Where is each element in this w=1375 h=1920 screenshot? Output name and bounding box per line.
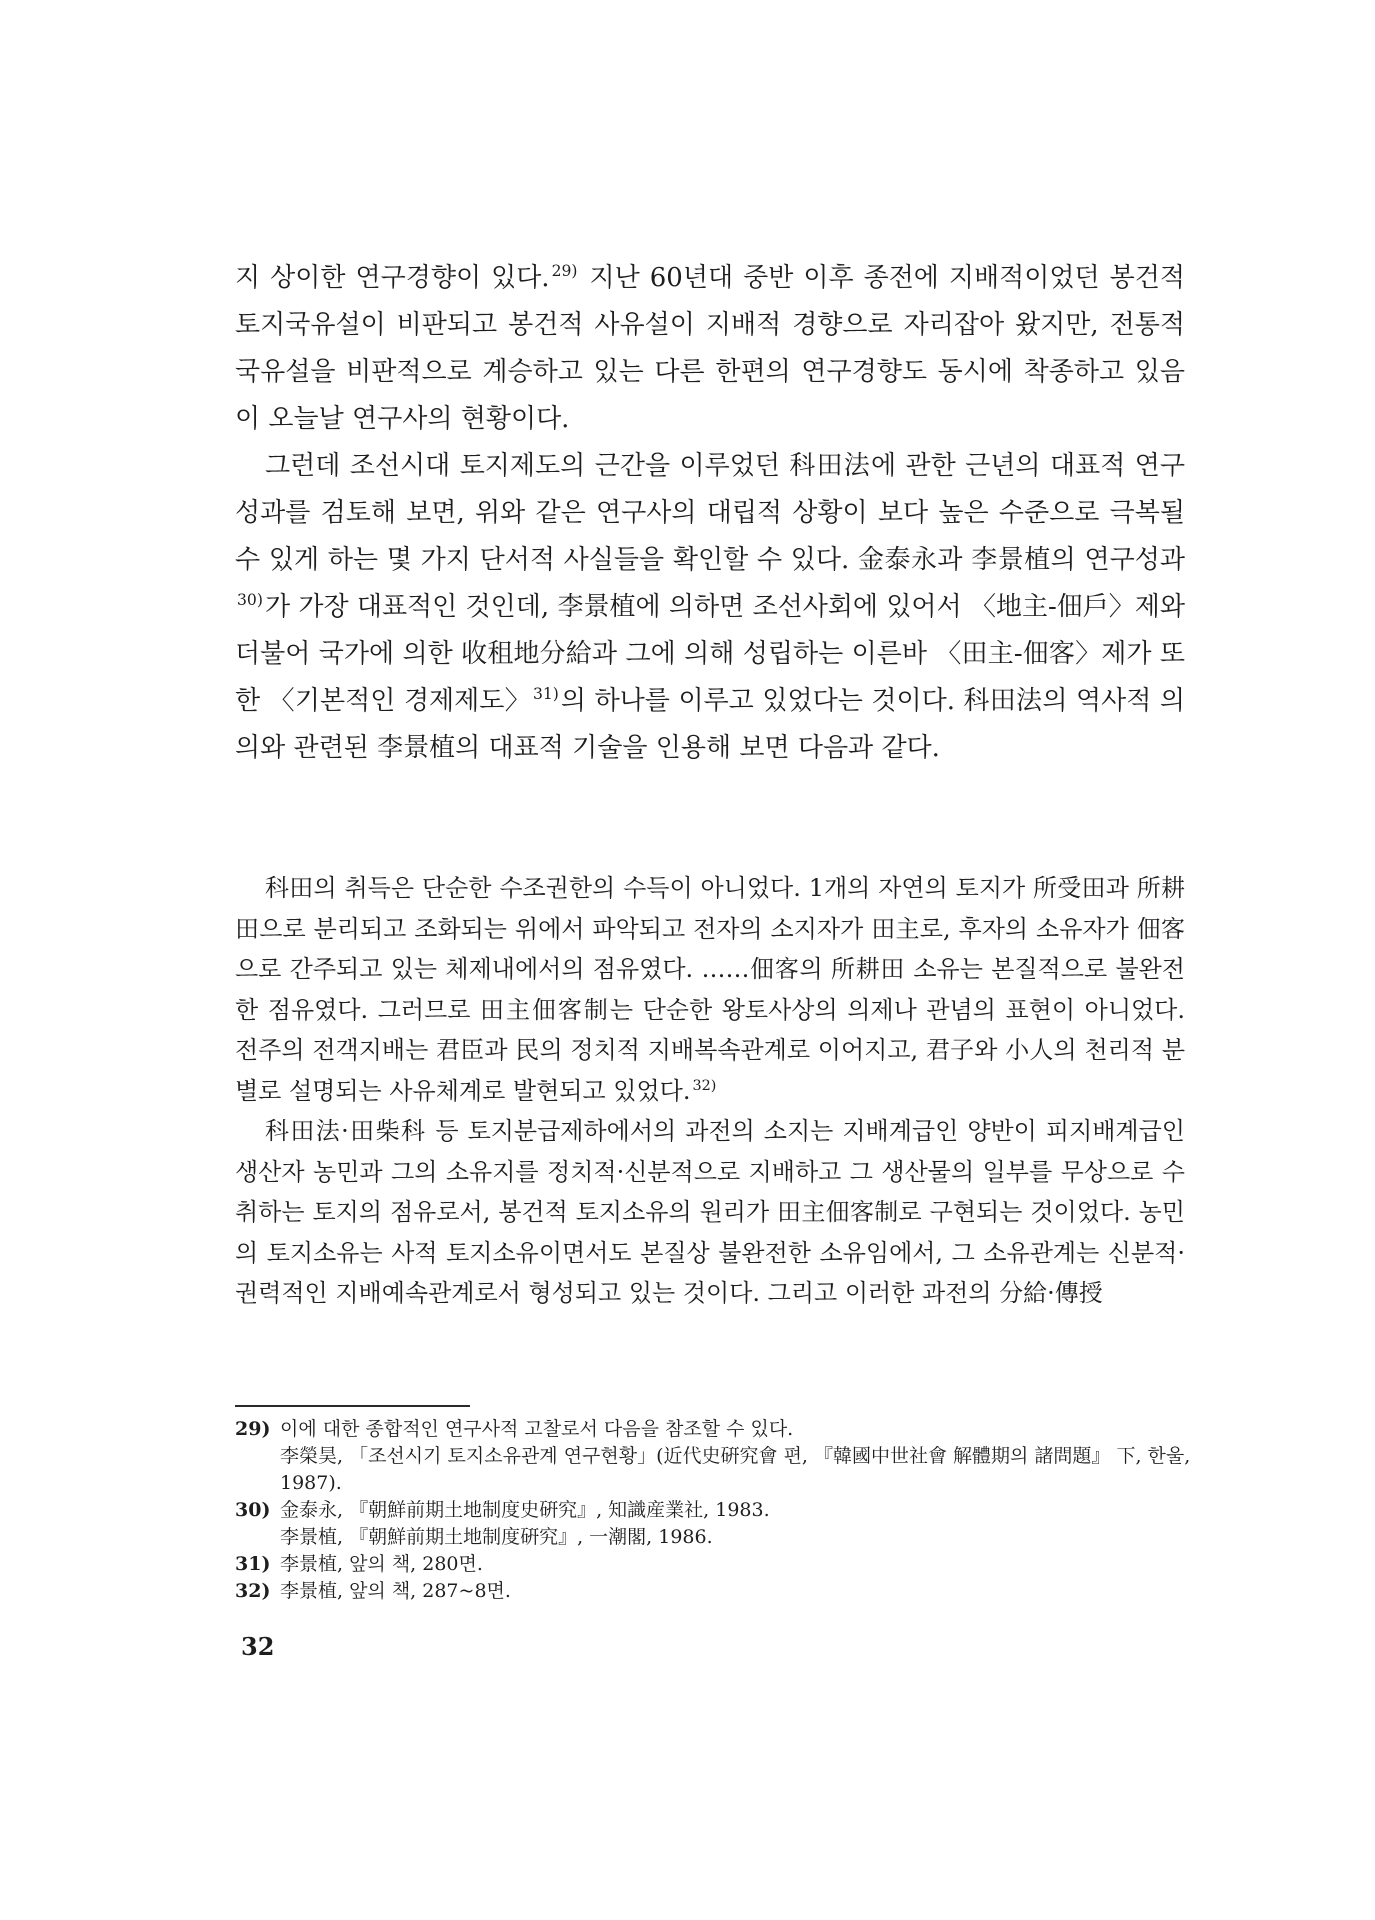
footnote-text: 李榮昊, 「조선시기 토지소유관계 연구현황」(近代史硏究會 편, 『韓國中世社會 解體期의 諸問題』 下, 한울, 1987). [280, 1445, 1191, 1494]
footnote-divider [235, 1405, 470, 1407]
footnote-30 [235, 1497, 1195, 1551]
main-text [235, 255, 1185, 772]
footnote-number: 32) [235, 1580, 271, 1602]
footnote-ref-32: 32) [692, 1077, 717, 1094]
footnote-32 [235, 1578, 1195, 1605]
paragraph-text: 지난 60년대 중반 이후 종전에 지배적이었던 봉건적 토지국유설이 비판되고 봉건적 사유설이 지배적 경향으로 자리잡아 왔지만, 전통적 국유설을 비판적으로 계승하고 있는 다른 한편의 연구경향도 동시에 착종하고 있음이 오늘날 연구사의 현황이다. [235, 263, 1185, 434]
paragraph-text: 가 가장 대표적인 것인데, 李景植에 의하면 조선사회에 있어서 〈地主-佃戶〉제와 더불어 국가에 의한 收租地分給과 그에 의해 성립하는 이른바 〈田主-佃客〉제가 또한 〈기본적인 경제제도〉 [235, 592, 1185, 716]
footnotes [235, 1416, 1195, 1605]
quote-text: 科田의 취득은 단순한 수조권한의 수득이 아니었다. 1개의 자연의 토지가 所受田과 所耕田으로 분리되고 조화되는 위에서 파악되고 전자의 소지자가 田主로, 후자의 소유자가 佃客으로 간주되고 있는 체제내에서의 점유였다. ……佃客의 所耕田 소유는 본질적으로 불완전한 점유였다. 그러므로 田主佃客制는 단순한 왕토사상의 의제나 관념의 표현이 아니었다. 전주의 전객지배는 君臣과 民의 정치적 지배복속관계로 이어지고, 君子와 小人의 천리적 분별로 설명되는 사유체계로 발현되고 있었다. [235, 874, 1185, 1105]
paragraph-1 [235, 255, 1185, 443]
footnote-29 [235, 1416, 1195, 1497]
paragraph-text: 지 상이한 연구경향이 있다. [235, 263, 550, 293]
footnote-ref-30: 30) [237, 591, 263, 610]
page-number: 32 [241, 1632, 275, 1661]
quoted-text [235, 868, 1185, 1314]
footnote-text: 金泰永, 『朝鮮前期土地制度史硏究』, 知識産業社, 1983. [280, 1499, 770, 1521]
footnote-31 [235, 1551, 1195, 1578]
footnote-text: 李景植, 앞의 책, 280면. [280, 1553, 483, 1575]
paragraph-text: 의 하나를 이루고 있었다는 것이다. 科田法의 역사적 의의와 관련된 李景植의 대표적 기술을 인용해 보면 다음과 같다. [235, 686, 1185, 763]
paragraph-2 [235, 443, 1185, 772]
paragraph-text: 그런데 조선시대 토지제도의 근간을 이루었던 科田法에 관한 근년의 대표적 연구성과를 검토해 보면, 위와 같은 연구사의 대립적 상황이 보다 높은 수준으로 극복될 수 있게 하는 몇 가지 단서적 사실들을 확인할 수 있다. 金泰永과 李景植의 연구성과 [235, 451, 1185, 575]
footnote-text: 이에 대한 종합적인 연구사적 고찰로서 다음을 참조할 수 있다. [280, 1418, 794, 1440]
footnote-number: 30) [235, 1499, 271, 1521]
footnote-number: 29) [235, 1418, 271, 1440]
footnote-ref-29: 29) [551, 262, 578, 281]
quote-text: 科田法·田柴科 등 토지분급제하에서의 과전의 소지는 지배계급인 양반이 피지배계급인 생산자 농민과 그의 소유지를 정치적·신분적으로 지배하고 그 생산물의 일부를 무상으로 수취하는 토지의 점유로서, 봉건적 토지소유의 원리가 田主佃客制로 구현되는 것이었다. 농민의 토지소유는 사적 토지소유이면서도 본질상 불완전한 소유임에서, 그 소유관계는 신분적·권력적인 지배예속관계로서 형성되고 있는 것이다. 그리고 이러한 과전의 分給·傳授 [235, 1117, 1185, 1307]
footnote-number: 31) [235, 1553, 271, 1575]
footnote-text: 李景植, 『朝鮮前期土地制度硏究』, 一潮閣, 1986. [280, 1526, 713, 1548]
quote-paragraph-2 [235, 1111, 1185, 1314]
footnote-text: 李景植, 앞의 책, 287~8면. [280, 1580, 511, 1602]
footnote-ref-31: 31) [532, 685, 559, 704]
quote-paragraph-1 [235, 868, 1185, 1111]
